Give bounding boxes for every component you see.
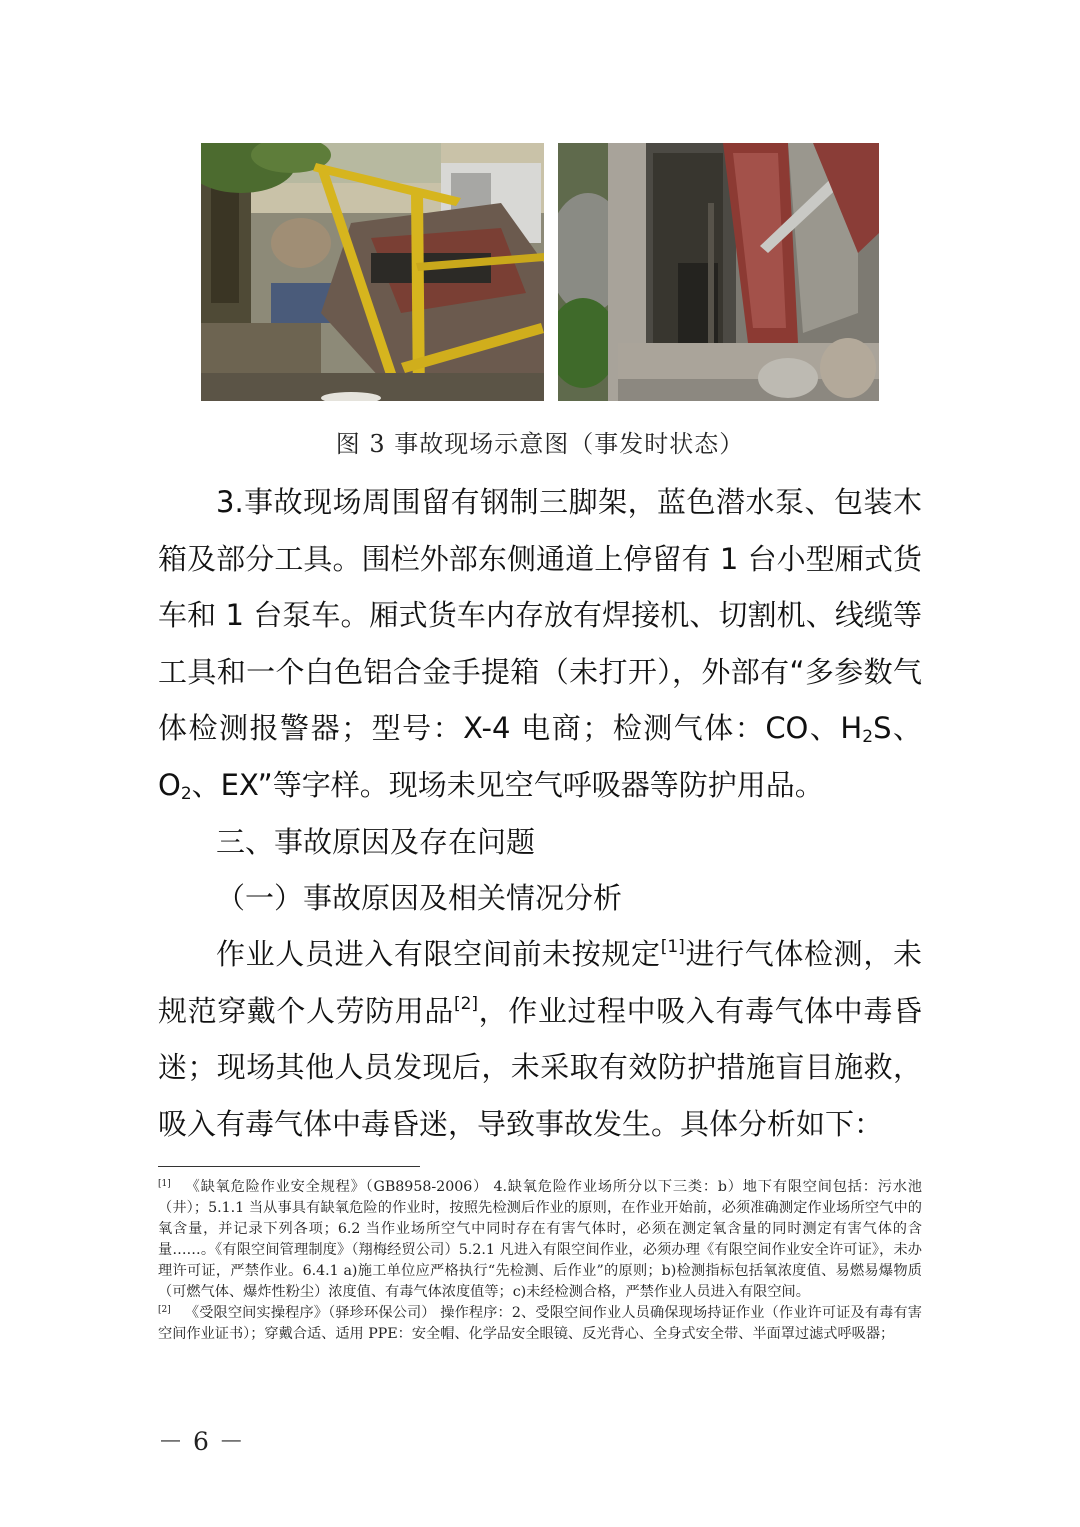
footnote-ref-2[interactable]: [2] <box>453 993 479 1014</box>
footnote-text: 《受限空间实操程序》（驿珍环保公司） 操作程序：2、受限空间作业人员确保现场持证作业（作业许可证及有毒有害空间作业证书）；穿戴合适、适用 PPE：安全帽、化学品安全眼镜、反光背心、全身式安全带、半面罩过滤式呼吸器； <box>158 1305 922 1342</box>
paragraph-text: 3.事故现场周围留有钢制三脚架，蓝色潜水泵、包装木箱及部分工具。围栏外部东侧通道上停留有 1 台小型厢式货车和 1 台泵车。厢式货车内存放有焊接机、切割机、线缆等工具和一个白色铝合金手提箱（未打开），外部有“多参数气体检测报警器；型号：X-4 电商；检测气体：CO、H <box>158 485 922 746</box>
page-number: － 6 － <box>158 1427 245 1456</box>
subscript-2: 2 <box>180 783 192 804</box>
section-heading: 三、事故原因及存在问题 <box>216 825 536 859</box>
footnote-mark: [2] <box>158 1305 171 1315</box>
photo-manhole-railing <box>201 143 544 401</box>
paragraph-text: S、O <box>158 711 922 802</box>
footnote-1 <box>158 1177 922 1303</box>
footnote-text: 《缺氧危险作业安全规程》（GB8958-2006） 4.缺氧危险作业场所分以下三类：b）地下有限空间包括：污水池（井）；5.1.1 当从事具有缺氧危险的作业时，按照先检测后作业的原则，在作业开始前，必须准确测定作业场所空气中的氧含量，并记录下列各项；6.2 当作业场所空气中同时存在有害气体时，必须在测定氧含量的同时测定有害气体的含量……。《有限空间管理制度》（翔梅经贸公司）5.2.1 凡进入有限空间作业，必须办理《有限空间作业安全许可证》，未办理许可证，严禁作业。6.4.1 a)施工单位应严格执行“先检测、后作业”的原则；b)检测指标包括氧浓度值、易燃易爆物质（可燃气体、爆炸性粉尘）浓度值、有毒气体浓度值等；c)未经检测合格，严禁作业人员进入有限空间。 <box>158 1179 922 1300</box>
footnote-ref-1[interactable]: [1] <box>660 937 685 957</box>
paragraph-cause-analysis <box>158 926 922 1152</box>
paragraph-text: 作业人员进入有限空间前未按规定 <box>216 937 661 971</box>
paragraph-scene-equipment <box>158 474 922 814</box>
figure-caption: 图 3 事故现场示意图（事发时状态） <box>335 430 745 458</box>
photo-pit-interior-image <box>558 143 879 401</box>
photo-pit-interior <box>558 143 879 401</box>
footnote-separator <box>158 1166 420 1167</box>
footnotes <box>158 1177 922 1345</box>
photo-manhole-railing-image <box>201 143 544 401</box>
paragraph-text: 进行气体检测，未规范穿戴个人劳防用品 <box>158 937 922 1028</box>
footnote-mark: [1] <box>158 1179 171 1189</box>
paragraph-text: 、EX”等字样。现场未见空气呼吸器等防护用品。 <box>191 767 824 802</box>
subsection-heading: （一）事故原因及相关情况分析 <box>216 881 623 915</box>
subscript-2: 2 <box>862 727 874 748</box>
paragraph-text: ，作业过程中吸入有毒气体中毒昏迷；现场其他人员发现后，未采取有效防护措施盲目施救，吸入有毒气体中毒昏迷，导致事故发生。具体分析如下： <box>158 993 922 1141</box>
footnote-2 <box>158 1303 922 1345</box>
